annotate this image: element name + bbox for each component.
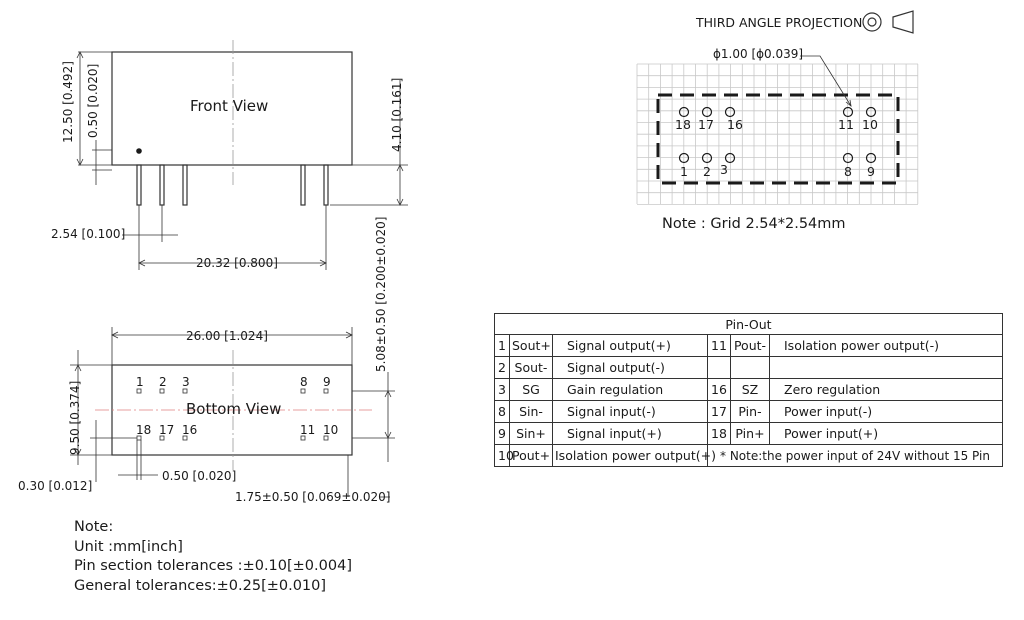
pin-description: Power input(-) [770, 401, 1003, 423]
module-outline [658, 95, 898, 183]
pin-description [770, 357, 1003, 379]
hole-callout-label: ϕ1.00 [ϕ0.039] [713, 47, 804, 61]
pin-name: Sout- [510, 357, 553, 379]
pin-number: 1 [495, 335, 510, 357]
pinout-title: Pin-Out [495, 314, 1003, 335]
pin-number: 8 [495, 401, 510, 423]
pin-description: Signal input(-) [553, 401, 708, 423]
pin-number: 10 [495, 445, 510, 467]
pcb-pin-label: 16 [727, 117, 743, 132]
pcb-pin-label: 10 [862, 117, 878, 132]
pin-name: Sin- [510, 401, 553, 423]
notes-general-tolerance: General tolerances:±0.25[±0.010] [74, 577, 327, 594]
bottom-pin-label: 2 [159, 375, 167, 389]
dim-row-spacing-label: 5.08±0.50 [0.200±0.020] [374, 216, 388, 372]
dim-standoff-label: 0.50 [0.020] [86, 63, 100, 138]
arrow-icon [846, 100, 851, 106]
pin-name: Sout+ [510, 335, 553, 357]
table-row [495, 401, 1003, 423]
pin-description: Signal input(+) [553, 423, 708, 445]
bottom-pin-pad [137, 389, 141, 393]
pcb-hole [726, 108, 735, 117]
dim-thickness-label: 0.30 [0.012] [18, 479, 93, 493]
front-pin [160, 165, 164, 205]
front-view [77, 40, 408, 270]
pcb-pin-label: 2 [703, 164, 711, 179]
bottom-pin-label: 1 [136, 375, 144, 389]
pin-name: Pout+ [510, 445, 553, 467]
pcb-hole [844, 108, 853, 117]
pin-number: 9 [495, 423, 510, 445]
pcb-pin-label: 11 [838, 117, 854, 132]
dim-pitch-label: 2.54 [0.100] [51, 227, 126, 241]
front-pin [324, 165, 328, 205]
pcb-pin-label: 3 [720, 162, 728, 177]
table-row [495, 423, 1003, 445]
pin-name: Pin- [731, 401, 770, 423]
bottom-pin-pad [301, 389, 305, 393]
pin-name: Sin+ [510, 423, 553, 445]
bottom-pin-pad [160, 389, 164, 393]
notes-pin-tolerance: Pin section tolerances :±0.10[±0.004] [74, 558, 352, 574]
notes [74, 518, 352, 596]
pin-number: 17 [708, 401, 731, 423]
pin-description: Power input(+) [770, 423, 1003, 445]
dim-length-label: 26.00 [1.024] [186, 329, 268, 343]
pcb-pin-label: 18 [675, 117, 691, 132]
dim-width-label: 9.50 [0.374] [68, 380, 82, 455]
pin-description: Isolation power output(-) [770, 335, 1003, 357]
front-pin [183, 165, 187, 205]
pin-description: Signal output(+) [553, 335, 708, 357]
dim-edge-offset-label: 1.75±0.50 [0.069±0.020] [235, 490, 391, 504]
pin-description: Signal output(-) [553, 357, 708, 379]
pcb-pin-label: 1 [680, 164, 688, 179]
table-row [495, 335, 1003, 357]
bottom-pin-label: 8 [300, 375, 308, 389]
pin-number: 18 [708, 423, 731, 445]
bottom-pin-label: 10 [323, 423, 339, 437]
bottom-bottom-row-labels [136, 423, 338, 437]
pin-number [708, 357, 731, 379]
pin-name: SG [510, 379, 553, 401]
pin-name: Pout- [731, 335, 770, 357]
pinout-note: * Note:the power input of 24V without 15 Pin [708, 445, 1003, 467]
pinout-table [494, 313, 1003, 467]
pin1-marker-dot [136, 148, 142, 154]
bottom-pin-label: 18 [136, 423, 152, 437]
dim-pin-width-label: 0.50 [0.020] [162, 469, 237, 483]
grid-note: Note : Grid 2.54*2.54mm [662, 216, 846, 232]
dim-height-label: 12.50 [0.492] [61, 61, 75, 143]
pin-number: 11 [708, 335, 731, 357]
dim-span-label: 20.32 [0.800] [196, 256, 278, 270]
front-view-title: Front View [190, 97, 269, 115]
bottom-pin-label: 17 [159, 423, 175, 437]
dim-pin-length-label: 4.10 [0.161] [390, 77, 404, 152]
pcb-top-row-labels [675, 117, 878, 132]
table-row [495, 379, 1003, 401]
pin-name: Pin+ [731, 423, 770, 445]
pcb-pin-label: 8 [844, 164, 852, 179]
table-row [495, 445, 1003, 467]
projection-cone-icon [893, 11, 913, 33]
hole-callout-leader [800, 56, 851, 106]
projection-outer-circle-icon [863, 13, 881, 31]
table-row [495, 357, 1003, 379]
pin-number: 2 [495, 357, 510, 379]
pin-name: SZ [731, 379, 770, 401]
projection-symbol [695, 11, 913, 33]
bottom-pin-pad [183, 389, 187, 393]
bottom-pin-label: 11 [300, 423, 316, 437]
front-pin [301, 165, 305, 205]
projection-label: THIRD ANGLE PROJECTION [696, 15, 863, 30]
pin-description: Gain regulation [553, 379, 708, 401]
bottom-pin-label: 3 [182, 375, 190, 389]
bottom-view-title: Bottom View [186, 400, 282, 418]
pin-description: Zero regulation [770, 379, 1003, 401]
bottom-pin-label: 16 [182, 423, 198, 437]
pcb-pin-label: 17 [698, 117, 714, 132]
bottom-pin-pad [324, 389, 328, 393]
pinout-title-row [495, 314, 1003, 335]
bottom-pin-label: 9 [323, 375, 331, 389]
front-pin [137, 165, 141, 205]
pcb-pin-label: 9 [867, 164, 875, 179]
notes-heading: Note: [74, 519, 114, 535]
notes-unit: Unit :mm[inch] [74, 538, 183, 555]
pin-number: 16 [708, 379, 731, 401]
pin-name [731, 357, 770, 379]
pin-number: 3 [495, 379, 510, 401]
projection-inner-circle-icon [868, 18, 876, 26]
pin-description: Isolation power output(+) [553, 445, 708, 467]
